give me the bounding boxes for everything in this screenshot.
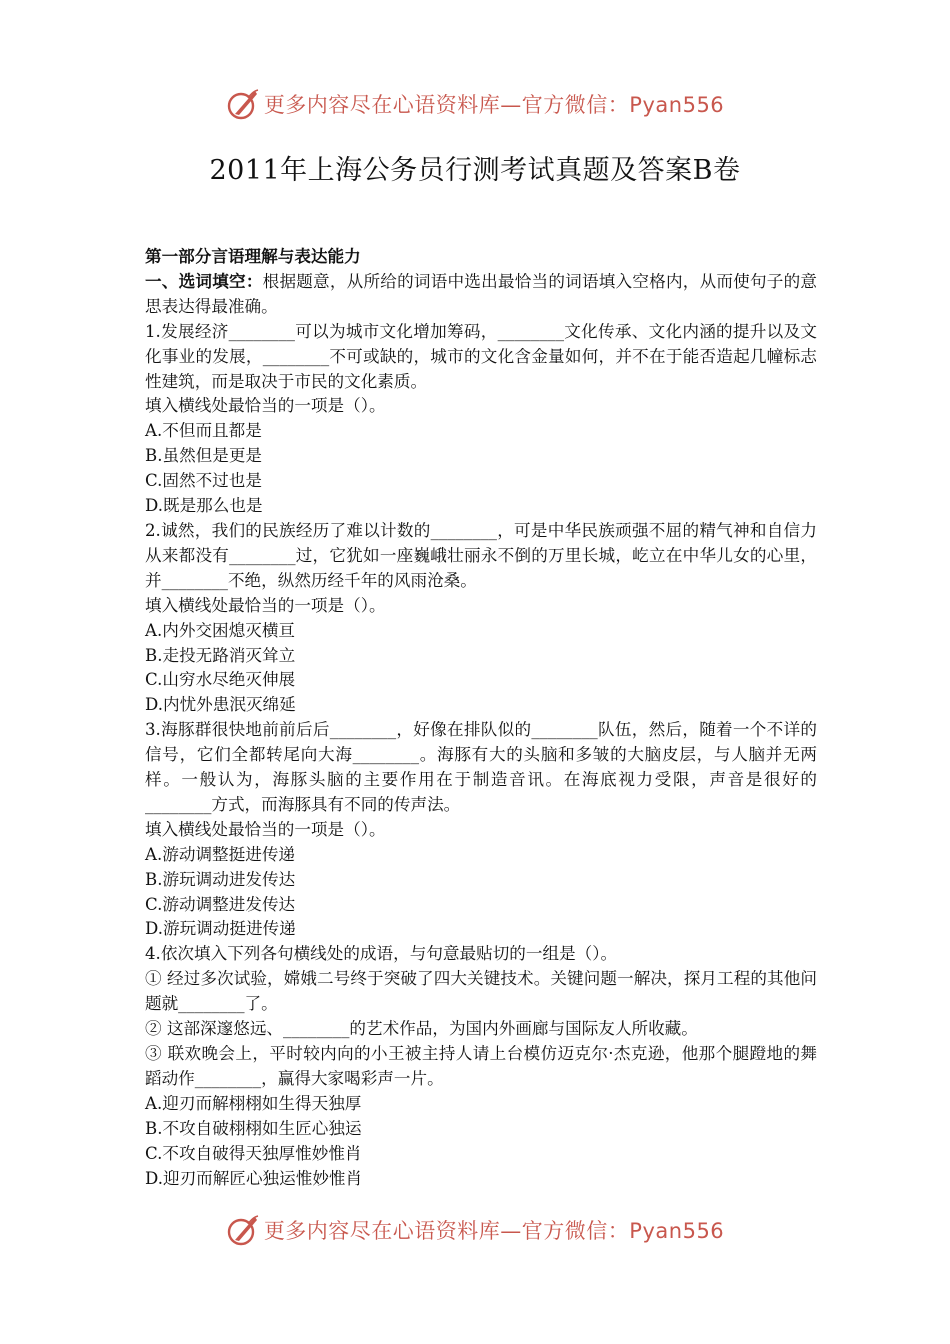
banner-text: 更多内容尽在心语资料库—官方微信：Pyan556 xyxy=(263,93,725,117)
question-4 xyxy=(145,942,817,1191)
question-2 xyxy=(145,519,817,718)
sentence-item-3: ③ 联欢晚会上，平时较内向的小王被主持人请上台模仿迈克尔·杰克逊，他那个腿蹬地的舞蹈动作________，赢得大家喝彩声一片。 xyxy=(145,1044,817,1088)
option-a: A.迎刃而解栩栩如生得天独厚 xyxy=(145,1093,362,1113)
sentence-item-2: ② 这部深邃悠远、________的艺术作品，为国内外画廊与国际友人所收藏。 xyxy=(145,1019,698,1039)
option-b: B.游玩调动进发传达 xyxy=(145,869,296,889)
page-title: 2011年上海公务员行测考试真题及答案B卷 xyxy=(209,155,741,186)
section-heading: 第一部分言语理解与表达能力 xyxy=(145,246,361,266)
document-body xyxy=(145,244,817,1191)
option-d: D.内忧外患泯灭绵延 xyxy=(145,695,296,715)
option-c: C.游动调整进发传达 xyxy=(145,894,296,914)
quill-pen-logo-icon xyxy=(226,87,260,121)
question-stem: 4.依次填入下列各句横线处的成语，与句意最贴切的一组是（）。 xyxy=(145,944,618,964)
banner-text: 更多内容尽在心语资料库—官方微信：Pyan556 xyxy=(263,1219,725,1243)
instruction-paragraph xyxy=(145,269,817,320)
header-banner xyxy=(0,82,950,126)
option-b: B.虽然但是更是 xyxy=(145,446,263,466)
question-stem: 3.海豚群很快地前前后后________，好像在排队似的________队伍，然后，随着一个不详的信号，它们全都转尾向大海________。海豚有大的头脑和多皱的大脑皮层，与人脑并无两样。一般认为，海豚头脑的主要作用在于制造音讯。在海底视力受限，声音是很好的________方式，而海豚具有不同的传声法。 xyxy=(145,720,817,814)
option-d: D.既是那么也是 xyxy=(145,496,263,516)
question-stem: 2.诚然，我们的民族经历了难以计数的________，可是中华民族顽强不屈的精气神和自信力从来都没有________过，它犹如一座巍峨壮丽永不倒的万里长城，屹立在中华儿女的心里，并________不绝，纵然历经千年的风雨沧桑。 xyxy=(145,520,817,590)
option-d: D.迎刃而解匠心独运惟妙惟肖 xyxy=(145,1168,363,1188)
question-prompt: 填入横线处最恰当的一项是（）。 xyxy=(145,396,386,416)
option-d: D.游玩调动挺进传递 xyxy=(145,919,296,939)
question-prompt: 填入横线处最恰当的一项是（）。 xyxy=(145,819,386,839)
option-c: C.山穷水尽绝灭伸展 xyxy=(145,670,296,690)
option-c: C.固然不过也是 xyxy=(145,471,262,491)
instruction-text: 根据题意，从所给的词语中选出最恰当的词语填入空格内，从而使句子的意思表达得最准确。 xyxy=(145,271,818,316)
question-prompt: 填入横线处最恰当的一项是（）。 xyxy=(145,595,386,615)
footer-banner xyxy=(0,1208,950,1252)
option-a: A.不但而且都是 xyxy=(145,421,262,441)
sentence-item-1: ① 经过多次试验，嫦娥二号终于突破了四大关键技术。关键问题一解决，探月工程的其他问题就________了。 xyxy=(145,969,817,1014)
option-a: A.内外交困熄灭横亘 xyxy=(145,620,296,640)
option-b: B.不攻自破栩栩如生匠心独运 xyxy=(145,1118,362,1138)
option-b: B.走投无路消灭耸立 xyxy=(145,645,296,665)
option-a: A.游动调整挺进传递 xyxy=(145,844,296,864)
option-c: C.不攻自破得天独厚惟妙惟肖 xyxy=(145,1143,362,1163)
question-1 xyxy=(145,320,817,519)
question-stem: 1.发展经济________可以为城市文化增加筹码，________文化传承、文化内涵的提升以及文化事业的发展，________不可或缺的，城市的文化含金量如何，并不在于能否造起几幢标志性建筑，而是取决于市民的文化素质。 xyxy=(145,321,817,391)
question-3 xyxy=(145,718,817,942)
instruction-label: 一、选词填空： xyxy=(145,270,263,291)
quill-pen-logo-icon xyxy=(226,1213,260,1247)
